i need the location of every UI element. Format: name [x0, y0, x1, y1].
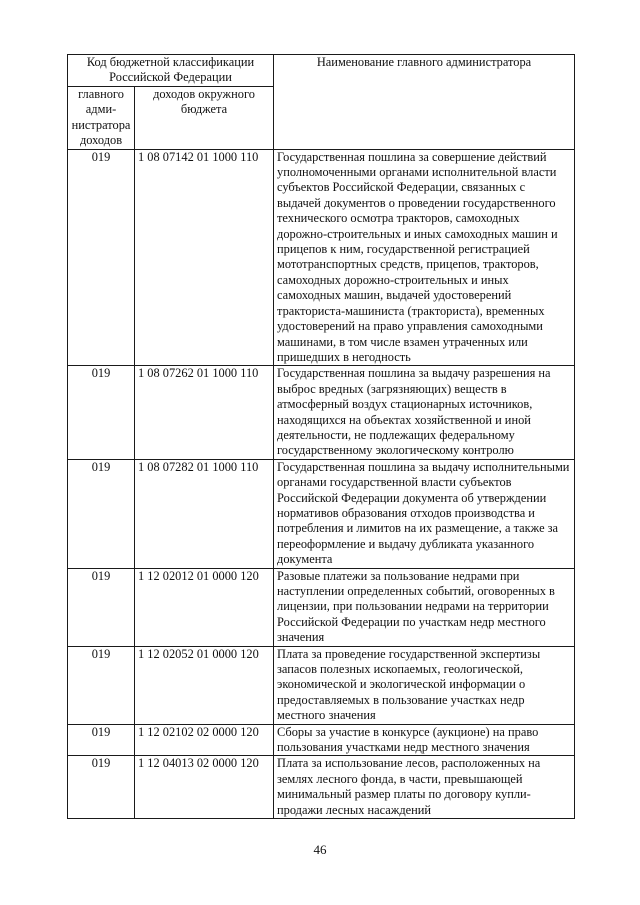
header-admin-name: Наименование главного администратора [274, 55, 575, 150]
admin-code-cell: 019 [68, 568, 135, 646]
revenue-name-cell: Плата за использование лесов, расположенных на землях лесного фонда, в части, превышающей минимальный размер платы по договору купли-продажи лесных насаждений [274, 756, 575, 819]
revenue-name-cell: Государственная пошлина за выдачу исполнительными органами государственной власти субъектов Российской Федерации документа об утверждении нормативов образования отходов производства и потребления и лимитов на их размещение, а также за переоформление и выдачу дубликата указанного документа [274, 459, 575, 568]
revenue-code-cell: 1 12 02102 02 0000 120 [135, 724, 274, 756]
table-row [68, 568, 575, 646]
table-row [68, 459, 575, 568]
budget-classification-table [67, 54, 575, 819]
revenue-code-cell: 1 08 07142 01 1000 110 [135, 149, 274, 366]
revenue-name-cell: Сборы за участие в конкурсе (аукционе) на право пользования участками недр местного значения [274, 724, 575, 756]
revenue-name-cell: Плата за проведение государственной экспертизы запасов полезных ископаемых, геологической, экономической и экологической информации о предоставляемых в пользование участках недр местного значения [274, 646, 575, 724]
revenue-code-cell: 1 08 07282 01 1000 110 [135, 459, 274, 568]
table-row [68, 149, 575, 366]
revenue-name-cell: Государственная пошлина за совершение действий уполномоченными органами исполнительной власти субъектов Российской Федерации, связанных с выдачей документов о проведении государственного технического осмотра тракторов, самоходных дорожно-строительных и иных самоходных машин и прицепов к ним, государственной регистрацией мототранспортных средств, прицепов, тракторов, самоходных дорожно-строительных и иных самоходных машин, выдачей удостоверений тракториста-машиниста (тракториста), временных удостоверений на право управления самоходными машинами, в том числе взамен утраченных или пришедших в негодность [274, 149, 575, 366]
header-group-title: Код бюджетной классификации Российской Федерации [68, 55, 274, 87]
header-row-top [68, 55, 575, 87]
table-row [68, 366, 575, 459]
admin-code-cell: 019 [68, 646, 135, 724]
revenue-code-cell: 1 12 02052 01 0000 120 [135, 646, 274, 724]
revenue-code-cell: 1 12 02012 01 0000 120 [135, 568, 274, 646]
admin-code-cell: 019 [68, 459, 135, 568]
admin-code-cell: 019 [68, 724, 135, 756]
header-revenue-code: доходов окружного бюджета [135, 87, 274, 150]
revenue-code-cell: 1 08 07262 01 1000 110 [135, 366, 274, 459]
table-row [68, 756, 575, 819]
table-row [68, 646, 575, 724]
revenue-name-cell: Разовые платежи за пользование недрами при наступлении определенных событий, оговоренных в лицензии, при пользовании недрами на территории Российской Федерации по участкам недр местного значения [274, 568, 575, 646]
table-row [68, 724, 575, 756]
admin-code-cell: 019 [68, 149, 135, 366]
admin-code-cell: 019 [68, 366, 135, 459]
header-admin-code: главного адми-нистратора доходов [68, 87, 135, 150]
admin-code-cell: 019 [68, 756, 135, 819]
revenue-code-cell: 1 12 04013 02 0000 120 [135, 756, 274, 819]
page-number: 46 [313, 842, 327, 857]
revenue-name-cell: Государственная пошлина за выдачу разрешения на выброс вредных (загрязняющих) веществ в атмосферный воздух стационарных источников, находящихся на объектах хозяйственной и иной деятельности, не подлежащих федеральному государственному экологическому контролю [274, 366, 575, 459]
